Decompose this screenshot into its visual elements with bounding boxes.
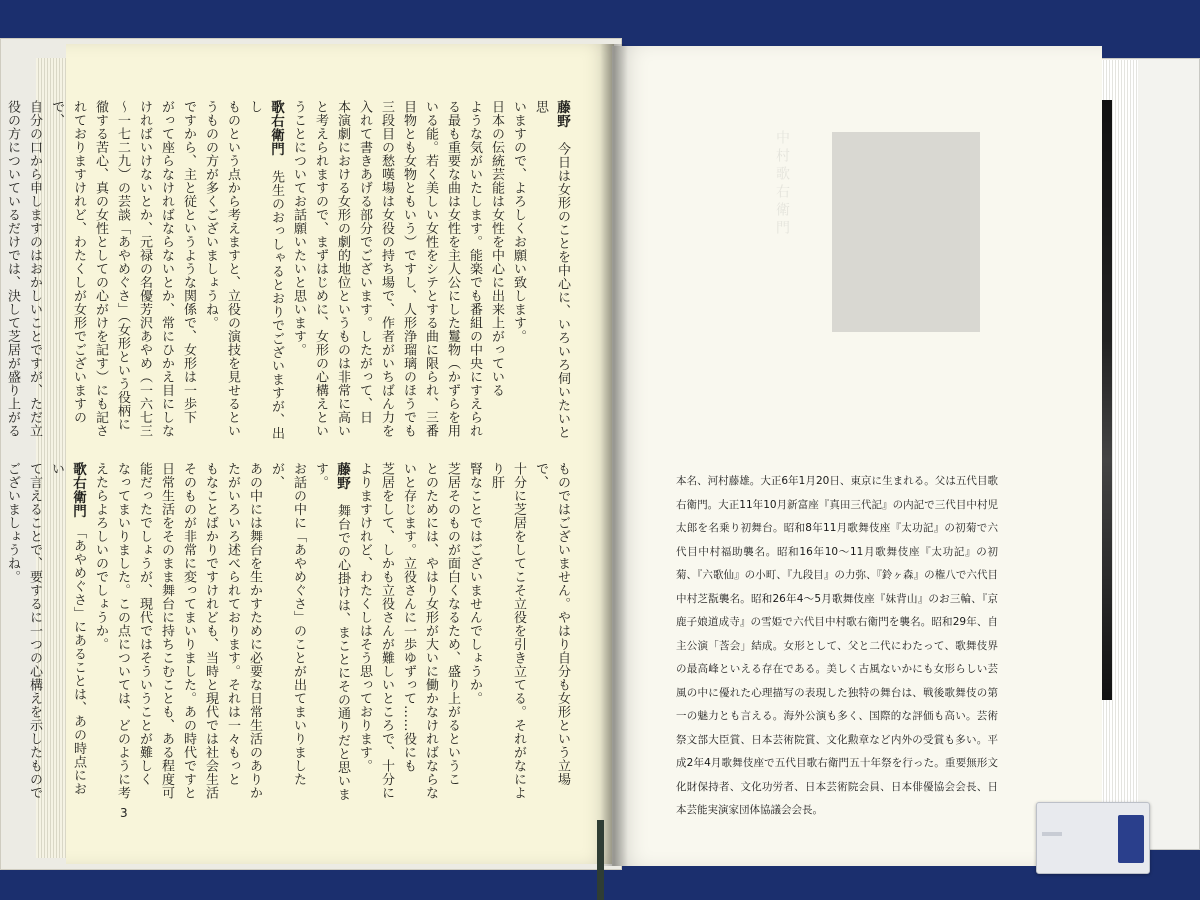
text-column — [221, 462, 243, 802]
column-text: ですから、主と従というような関係で、女形は一歩下 — [181, 100, 196, 424]
column-text: 能だったでしょうが、現代ではそういうことが難しく — [137, 462, 152, 786]
column-text: お話の中に「あやめぐさ」のことが出てまいりましたが、 — [269, 462, 306, 786]
text-column — [111, 462, 133, 802]
column-text: よりますけれど、わたくしはそう思っております。 — [357, 462, 372, 773]
show-through-text: 中村歌右衛門 — [774, 130, 790, 238]
text-column — [155, 100, 177, 440]
ribbon-bookmark — [597, 820, 604, 900]
text-column — [1, 100, 23, 440]
text-column — [485, 100, 507, 440]
column-text: いますので、よろしくお願い致します。 — [511, 100, 526, 343]
column-text: 先生のおっしゃるとおりでございますが、出し — [247, 100, 284, 440]
sticker-mark — [1042, 832, 1062, 836]
column-text: れておりますけれど、わたくしが女形でございますので、 — [49, 100, 86, 424]
column-text: うことについてお話願いたいと思います。 — [291, 100, 306, 357]
text-column — [23, 462, 45, 802]
column-text: がって座らなければならないとか、常にひかえ目にしな — [159, 100, 174, 438]
column-text: ございましょうね。 — [5, 462, 20, 584]
text-column — [375, 100, 397, 440]
column-text: ければいけないとか、元禄の名優芳沢あやめ（一六七三 — [137, 100, 152, 438]
text-column — [529, 100, 573, 440]
column-text: いる能。若く美しい女性をシテとする曲に限られ、三番 — [423, 100, 438, 438]
column-text: る最も重要な曲は女性を主人公にした鬘物（かずらを用 — [445, 100, 460, 438]
text-column — [221, 100, 243, 440]
column-text: 腎なことではございませんでしょうか。 — [467, 462, 482, 705]
text-column — [243, 100, 287, 440]
text-column — [529, 462, 573, 802]
column-text: いと存じます。立役さんに一歩ゆずって……役にも — [401, 462, 416, 773]
text-column — [485, 462, 529, 802]
column-text: ものではございません。やはり自分も女形という立場で、 — [533, 462, 570, 786]
column-text: 十分に芝居をしてこそ立役を引き立てる。それがなにより肝 — [489, 462, 526, 800]
text-column — [155, 462, 177, 802]
text-column — [0, 462, 1, 802]
speaker-name: 藤野 — [334, 462, 350, 504]
speaker-name: 藤野 — [554, 100, 570, 142]
book-gutter — [600, 44, 628, 866]
page-number: 3 — [120, 806, 128, 820]
text-column — [199, 462, 221, 802]
text-column — [1, 462, 23, 802]
column-text: 今日は女形のことを中心に、いろいろ伺いたいと思 — [533, 100, 570, 439]
text-column — [45, 100, 89, 440]
speaker-name: 歌右衛門 — [268, 100, 284, 170]
column-text: とのためには、やはり女形が大いに働かなければならな — [423, 462, 438, 800]
column-text: うものの方が多くございましょうね。 — [203, 100, 218, 330]
column-text: 三段目の愁嘆場は女役の持ち場で、作者がいちばん力を — [379, 100, 394, 438]
sticker-tab — [1118, 815, 1144, 863]
column-text: 役の方についているだけでは、決して芝居が盛り上がる — [5, 100, 20, 438]
left-page-upper-text — [5, 100, 573, 440]
column-text: なってまいりました。この点については、どのように考 — [115, 462, 130, 800]
text-column — [397, 100, 419, 440]
text-column — [89, 100, 111, 440]
column-text: て言えることで、要するに一つの心構えを示したもので — [27, 462, 42, 800]
column-text: 日常生活をそのまま舞台に持ちこむことも、ある程度可 — [159, 462, 174, 800]
text-column — [331, 100, 353, 440]
column-text: 芝居そのものが面白くなるため、盛り上がるというこ — [445, 462, 460, 786]
text-column — [419, 100, 441, 440]
column-text: 「あやめぐさ」にあることは、あの時点におい — [49, 462, 86, 796]
text-column — [463, 462, 485, 802]
text-column — [441, 100, 463, 440]
column-text: 舞台での心掛けは、まことにその通りだと思います。 — [313, 462, 350, 801]
speaker-name: 歌右衛門 — [70, 462, 86, 532]
column-text: ～一七二九）の芸談「あやめぐさ」（女形という役柄に — [115, 100, 130, 431]
text-column — [199, 100, 221, 440]
column-text: ものという点から考えますと、立役の演技を見せるとい — [225, 100, 240, 438]
column-text: そのものが非常に変ってまいりました。あの時代ですと — [181, 462, 196, 800]
text-column — [45, 462, 89, 802]
text-column — [287, 100, 309, 440]
text-column — [309, 100, 331, 440]
text-column — [111, 100, 133, 440]
text-column — [463, 100, 485, 440]
text-column — [133, 100, 155, 440]
text-column — [419, 462, 441, 802]
text-column — [89, 462, 111, 802]
column-text: あの中には舞台を生かすために必要な日常生活のありか — [247, 462, 262, 800]
text-column — [133, 462, 155, 802]
column-text: 徹する苦心、真の女性としての心がけを記す）にも記さ — [93, 100, 108, 438]
column-text: もなことばかりですけれども、当時と現代では社会生活 — [203, 462, 218, 800]
column-text: ような気がいたします。能楽でも番組の中央にすえられ — [467, 100, 482, 438]
column-text: たがいろいろ述べられております。それは一々もっと — [225, 462, 240, 786]
text-column — [243, 462, 265, 802]
column-text: 日本の伝統芸能は女性を中心に出来上がっている — [489, 100, 504, 397]
column-text: えたらよろしいのでしょうか。 — [93, 462, 108, 651]
portrait-photo-area — [832, 132, 980, 332]
text-column — [441, 462, 463, 802]
text-column — [177, 462, 199, 802]
text-column — [309, 462, 353, 802]
left-page-lower-text — [5, 462, 573, 802]
column-text: と考えられますので、まずはじめに、女形の心構えとい — [313, 100, 328, 438]
text-column — [177, 100, 199, 440]
text-column — [353, 100, 375, 440]
column-text: 目物とも女物ともいう）ですし、人形浄瑠璃のほうでも — [401, 100, 416, 438]
text-column — [353, 462, 375, 802]
text-column — [397, 462, 419, 802]
text-column — [23, 100, 45, 440]
text-column — [265, 462, 309, 802]
column-text: 入れて書きあげる部分でございます。したがって、日 — [357, 100, 372, 424]
column-text: 本演劇における女形の劇的地位というものは非常に高い — [335, 100, 350, 438]
column-text: 芝居をして、しかも立役さんが難しいところで、十分に — [379, 462, 394, 800]
biography-text: 本名、河村藤雄。大正6年1月20日、東京に生まれる。父は五代目歌右衛門。大正11年10月新富座『真田三代記』の内記で三代目中村児太郎を名乗り初舞台。昭和8年11月歌舞伎座『太功記』の初菊で六代目中村福助襲名。昭和16年10～11月歌舞伎座『太功記』の初菊、『六歌仙』の小町、『九段目』の力弥、『鈴ヶ森』の権八で六代目中村芝翫襲名。昭和26年4～5月歌舞伎座『妹背山』のお三輪、『京鹿子娘道成寺』の雪姫で六代目中村歌右衛門を襲名。昭和29年、自主公演「莟会」結成。女形として、父と二代にわたって、歌舞伎界の最高峰といえる存在である。美しく古風ないかにも女形らしい芸風の中に優れた心理描写の表現した独特の舞台は、戦後歌舞伎の第一の魅力とも言える。海外公演も多く、国際的な評価も高い。芸術祭文部大臣賞、日本芸術院賞、文化勲章など内外の受賞も多い。平成2年4月歌舞伎座で五代目歌右衛門五十年祭を行った。重要無形文化財保持者、文化功労者、日本芸術院会員、日本俳優協会会長、日本芸能実演家団体協議会会長。 — [676, 475, 998, 816]
column-text: 自分の口から申しますのはおかしいことですが、ただ立 — [27, 100, 42, 438]
text-column — [507, 100, 529, 440]
text-column — [375, 462, 397, 802]
